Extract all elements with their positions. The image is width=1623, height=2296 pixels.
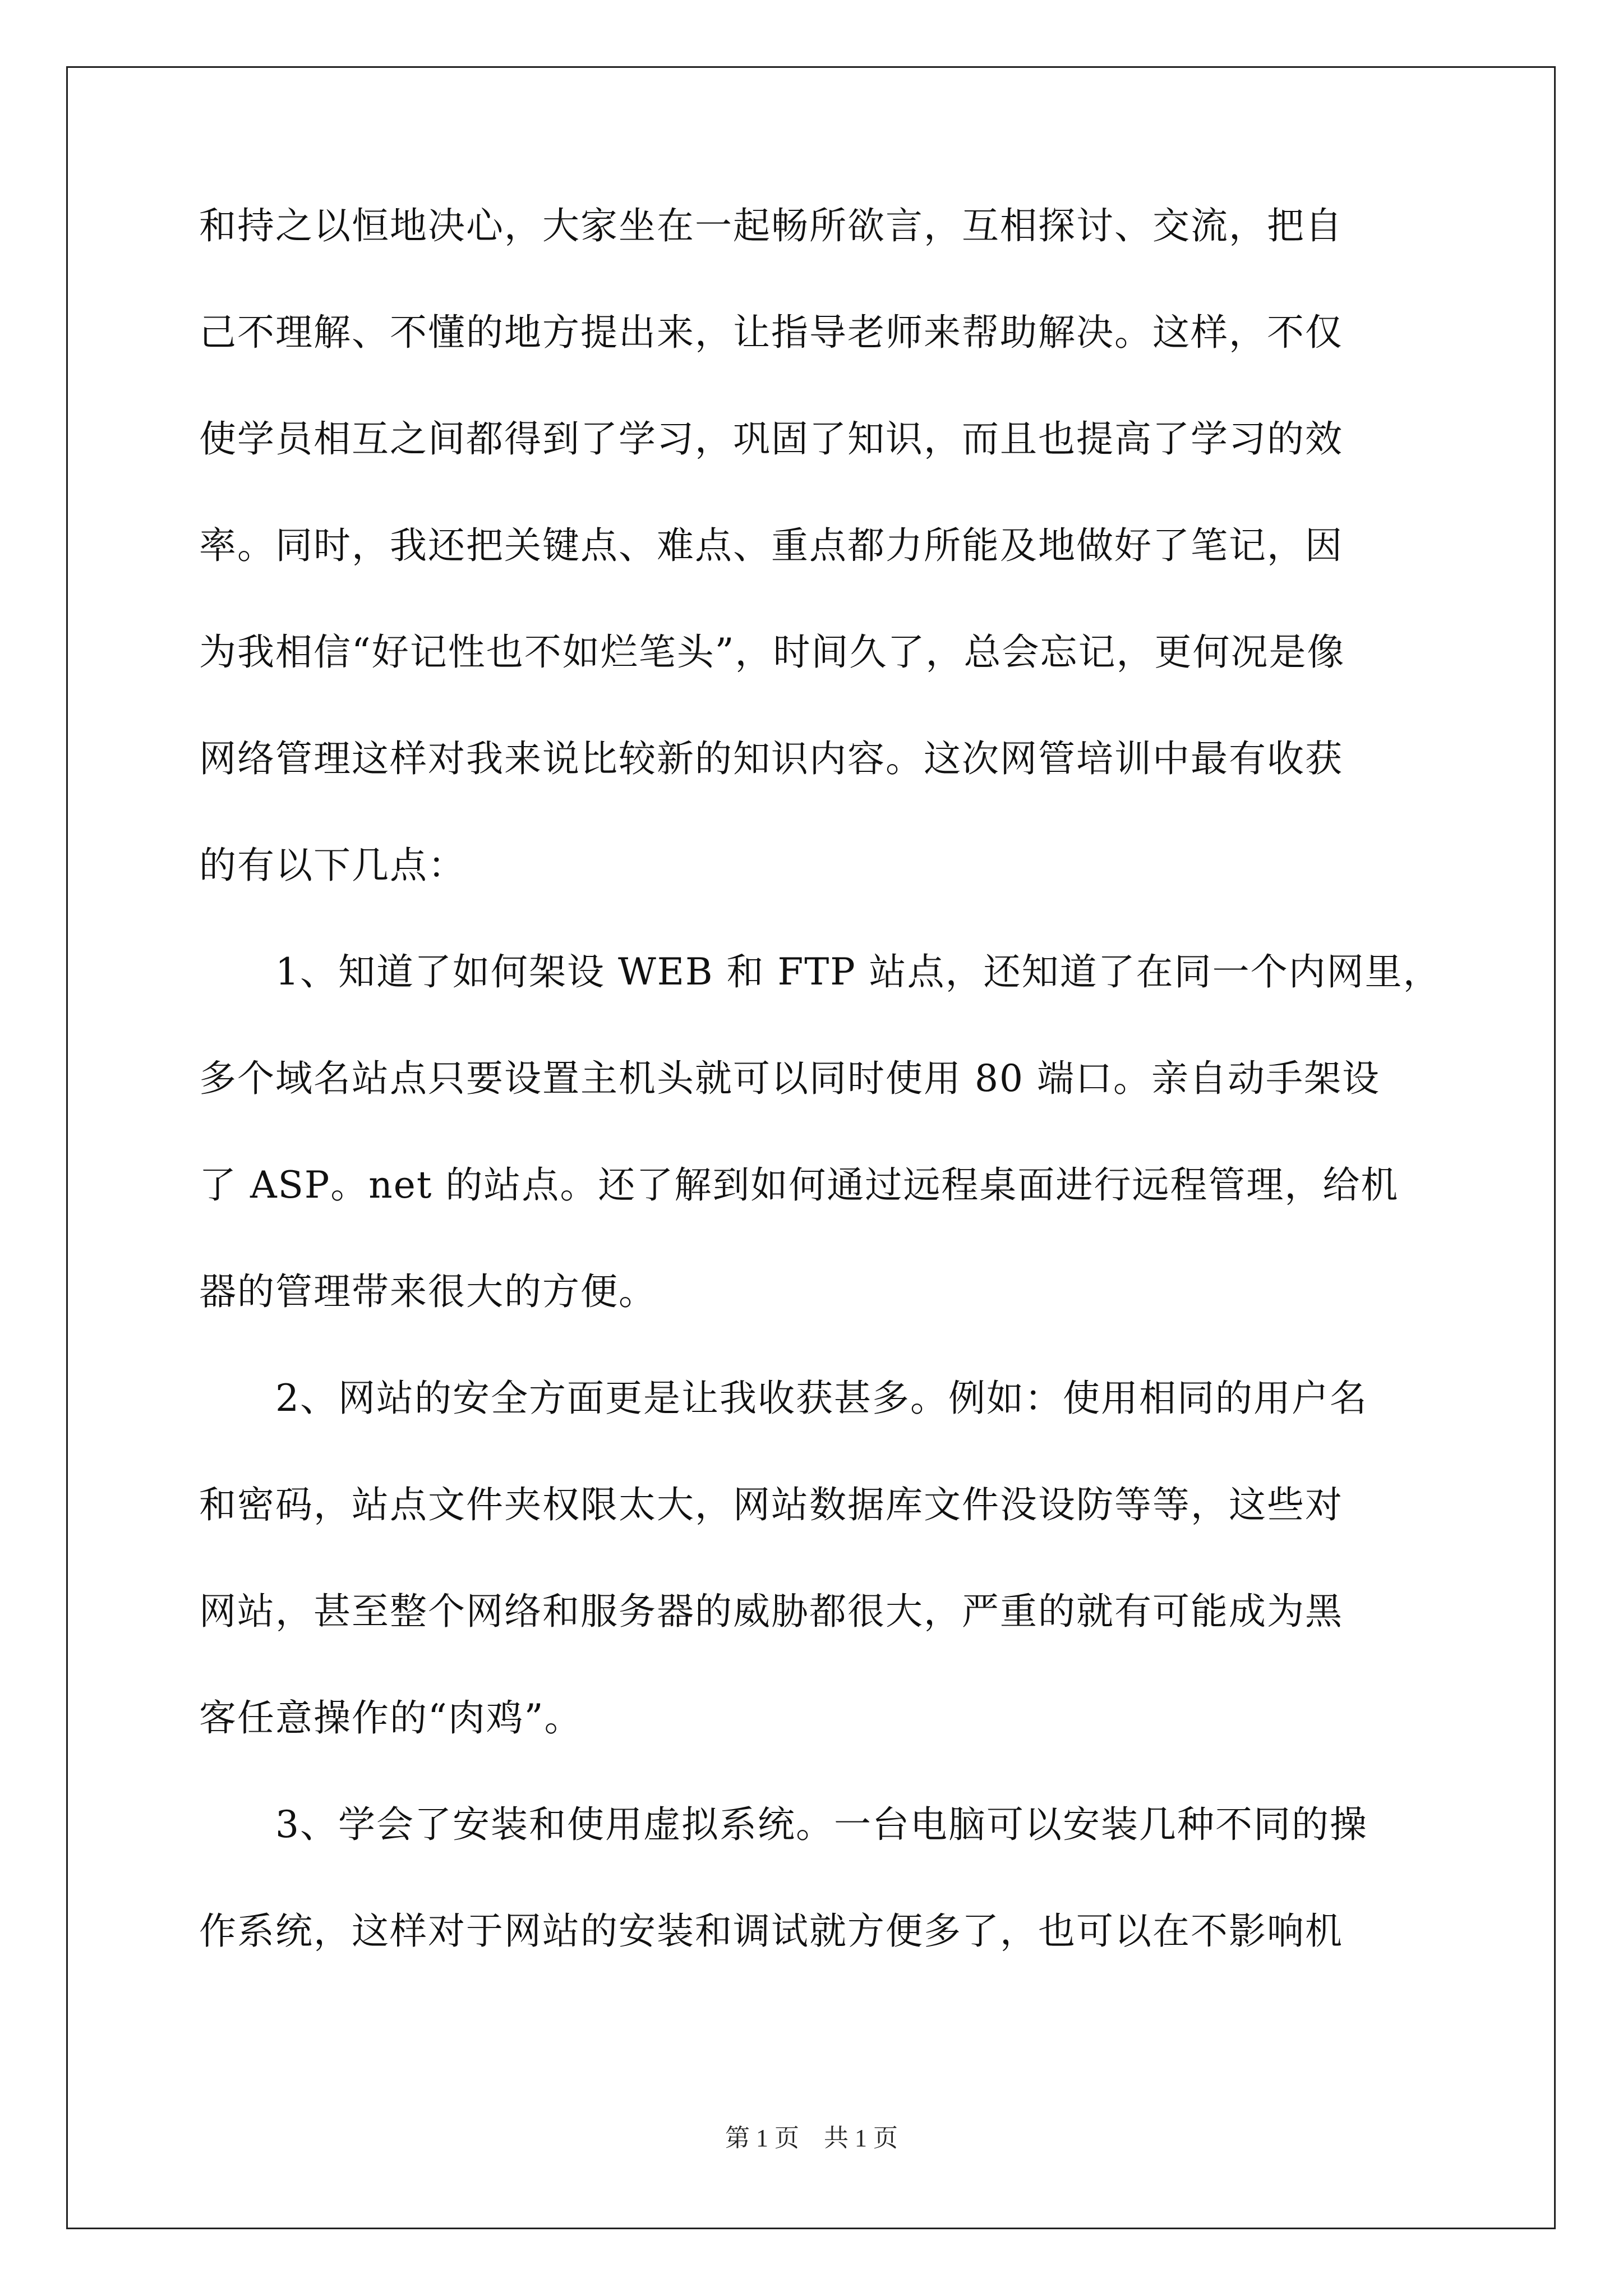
- text-line: 的有以下几点：: [199, 844, 466, 887]
- text-line: 率。同时，我还把关键点、难点、重点都力所能及地做好了笔记，因: [199, 524, 1343, 567]
- text-line: 3、学会了安装和使用虚拟系统。一台电脑可以安装几种不同的操: [199, 1803, 1368, 1846]
- page-number-footer: 第 1 页 共 1 页: [725, 2124, 898, 2152]
- text-line: 器的管理带来很大的方便。: [199, 1270, 657, 1313]
- document-body: [199, 204, 1441, 2019]
- text-line: 网络管理这样对我来说比较新的知识内容。这次网管培训中最有收获: [199, 737, 1343, 780]
- text-line: 和密码，站点文件夹权限太大，网站数据库文件没设防等等，这些对: [199, 1483, 1343, 1526]
- text-line: 客任意操作的“肉鸡”。: [199, 1696, 583, 1740]
- text-line: 和持之以恒地决心，大家坐在一起畅所欲言，互相探讨、交流，把自: [199, 204, 1343, 247]
- text-line: 己不理解、不懂的地方提出来，让指导老师来帮助解决。这样，不仅: [199, 311, 1343, 354]
- text-line: 网站，甚至整个网络和服务器的威胁都很大，严重的就有可能成为黑: [199, 1590, 1343, 1633]
- text-line: 1、知道了如何架设 WEB 和 FTP 站点，还知道了在同一个内网里，: [199, 950, 1441, 993]
- text-line: 了 ASP。net 的站点。还了解到如何通过远程桌面进行远程管理，给机: [199, 1163, 1399, 1207]
- text-line: 多个域名站点只要设置主机头就可以同时使用 80 端口。亲自动手架设: [199, 1057, 1380, 1100]
- text-line: 使学员相互之间都得到了学习，巩固了知识，而且也提高了学习的效: [199, 417, 1343, 461]
- text-line: 2、网站的安全方面更是让我收获甚多。例如：使用相同的用户名: [199, 1377, 1368, 1420]
- text-line: 作系统，这样对于网站的安装和调试就方便多了，也可以在不影响机: [199, 1910, 1343, 1953]
- text-line: 为我相信“好记性也不如烂笔头”，时间久了，总会忘记，更何况是像: [199, 631, 1345, 674]
